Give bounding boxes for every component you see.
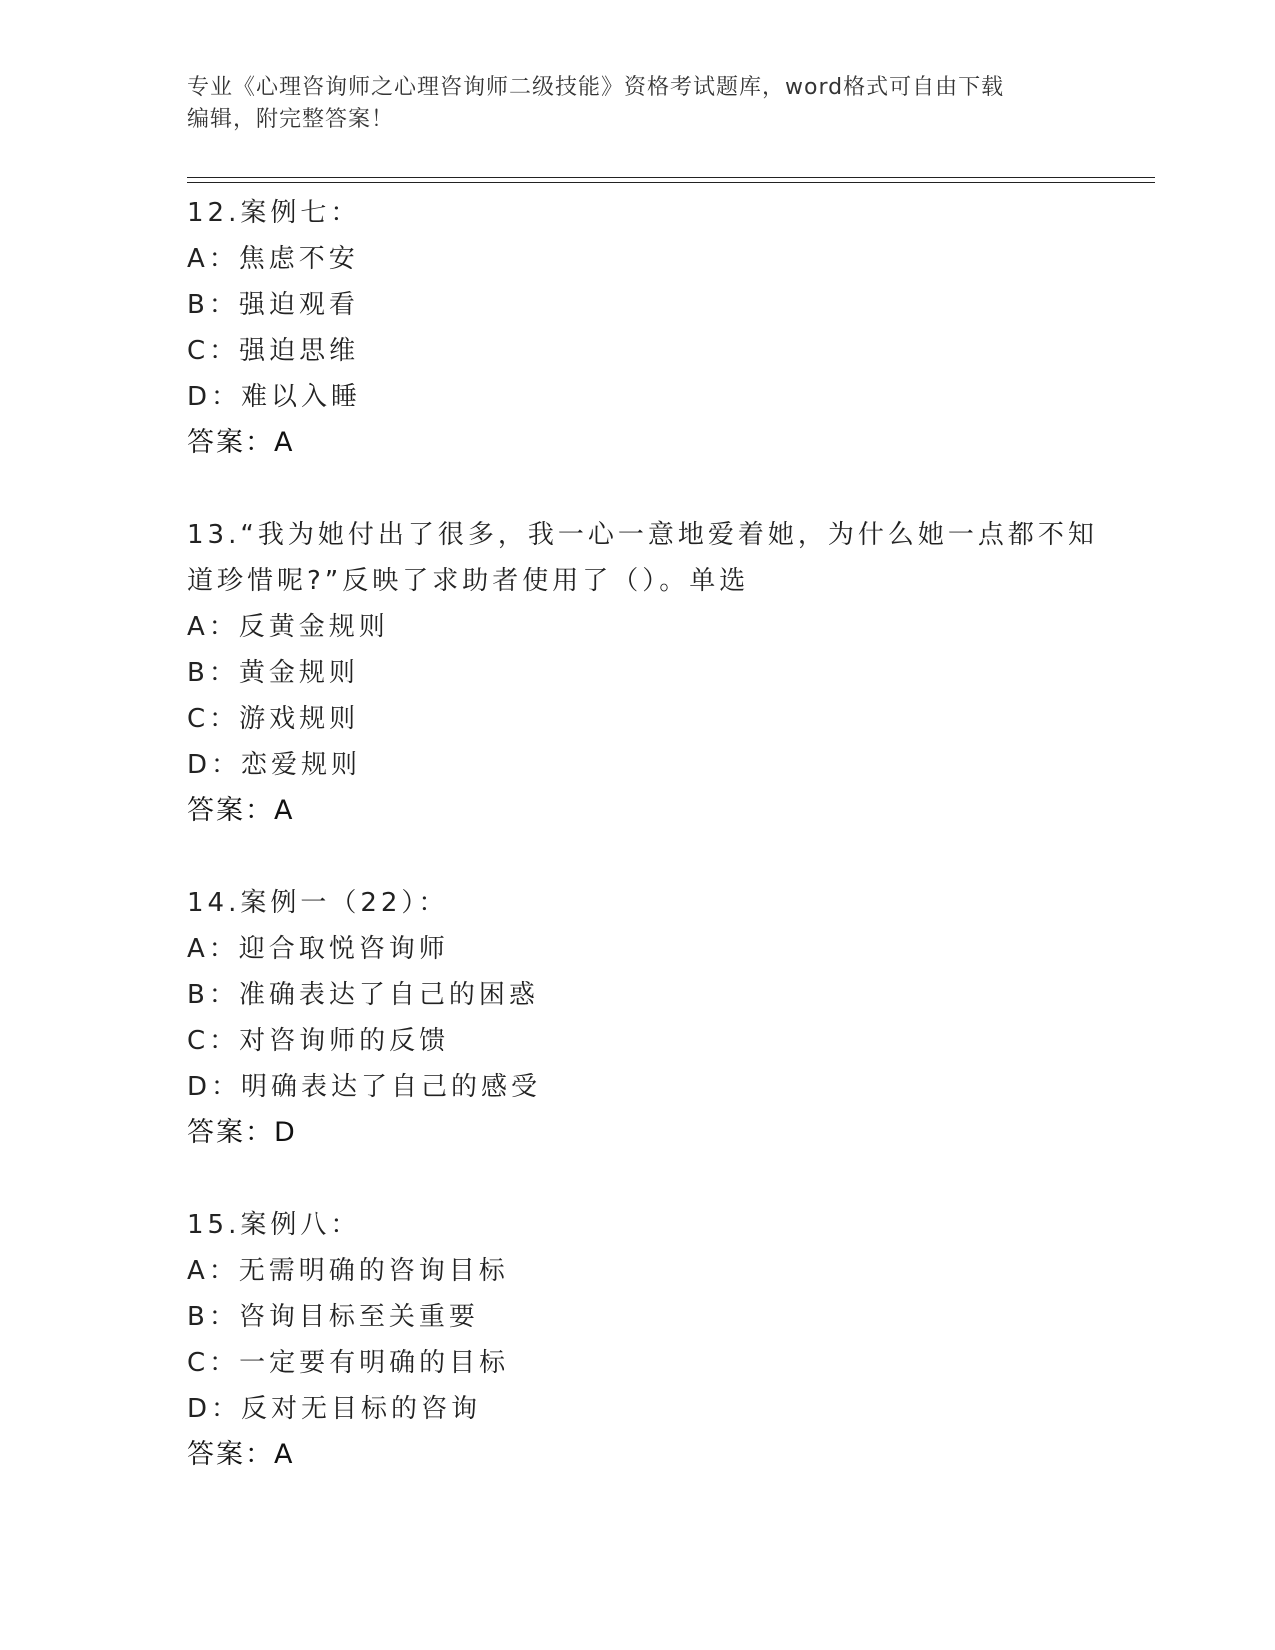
- option-text: 恋爱规则: [241, 750, 362, 780]
- question-15: [187, 1202, 1147, 1478]
- option-b: [187, 972, 1147, 1018]
- header-divider-top: [187, 177, 1155, 178]
- option-text: 强迫观看: [238, 290, 359, 320]
- option-text: 反黄金规则: [238, 612, 389, 642]
- option-key: A：: [187, 612, 239, 642]
- header-divider-bottom: [187, 182, 1155, 183]
- option-key: B：: [187, 980, 239, 1010]
- option-text: 准确表达了自己的困惑: [238, 980, 539, 1010]
- option-key: B：: [187, 658, 239, 688]
- option-text: 咨询目标至关重要: [238, 1302, 479, 1332]
- option-d: [187, 1064, 1147, 1110]
- question-stem: 14.案例一（22）：: [187, 888, 449, 918]
- option-key: C：: [187, 1348, 240, 1378]
- option-key: A：: [187, 934, 239, 964]
- option-key: D：: [187, 1394, 242, 1424]
- option-c: [187, 1018, 1147, 1064]
- option-a: [187, 604, 1147, 650]
- answer-line: 答案：A: [187, 1439, 295, 1470]
- question-stem-line-2: 道珍惜呢?”反映了求助者使用了（）。单选: [187, 566, 750, 596]
- option-text: 无需明确的咨询目标: [238, 1256, 509, 1286]
- option-text: 对咨询师的反馈: [239, 1026, 450, 1056]
- answer-line: 答案：A: [187, 795, 295, 826]
- option-a: [187, 926, 1147, 972]
- option-text: 难以入睡: [241, 382, 362, 412]
- question-stem-line-1: 13.“我为她付出了很多，我一心一意地爱着她，为什么她一点都不知: [187, 520, 1098, 550]
- document-header: [187, 72, 1087, 136]
- answer-line: 答案：D: [187, 1117, 297, 1148]
- option-key: C：: [187, 1026, 240, 1056]
- option-d: [187, 374, 1147, 420]
- question-13: [187, 512, 1147, 834]
- option-key: D：: [187, 382, 242, 412]
- option-text: 一定要有明确的目标: [239, 1348, 510, 1378]
- option-c: [187, 1340, 1147, 1386]
- option-key: C：: [187, 704, 240, 734]
- option-b: [187, 650, 1147, 696]
- option-text: 黄金规则: [238, 658, 359, 688]
- question-list: [187, 190, 1147, 1524]
- option-text: 强迫思维: [239, 336, 360, 366]
- option-key: D：: [187, 750, 242, 780]
- question-12: [187, 190, 1147, 466]
- option-text: 反对无目标的咨询: [241, 1394, 482, 1424]
- option-a: [187, 236, 1147, 282]
- header-title-line-1: 专业《心理咨询师之心理咨询师二级技能》资格考试题库，word格式可自由下载: [187, 75, 1005, 100]
- option-key: B：: [187, 1302, 239, 1332]
- question-stem: 15.案例八：: [187, 1210, 361, 1240]
- question-stem: 12.案例七：: [187, 198, 361, 228]
- option-b: [187, 1294, 1147, 1340]
- header-title-line-2: 编辑，附完整答案！: [187, 107, 395, 132]
- option-d: [187, 1386, 1147, 1432]
- option-text: 游戏规则: [239, 704, 360, 734]
- option-b: [187, 282, 1147, 328]
- option-text: 迎合取悦咨询师: [238, 934, 449, 964]
- option-key: D：: [187, 1072, 242, 1102]
- option-key: A：: [187, 1256, 239, 1286]
- option-d: [187, 742, 1147, 788]
- option-a: [187, 1248, 1147, 1294]
- option-text: 明确表达了自己的感受: [241, 1072, 542, 1102]
- option-c: [187, 696, 1147, 742]
- option-key: C：: [187, 336, 240, 366]
- answer-line: 答案：A: [187, 427, 295, 458]
- option-c: [187, 328, 1147, 374]
- option-key: B：: [187, 290, 239, 320]
- option-key: A：: [187, 244, 239, 274]
- option-text: 焦虑不安: [238, 244, 359, 274]
- question-14: [187, 880, 1147, 1156]
